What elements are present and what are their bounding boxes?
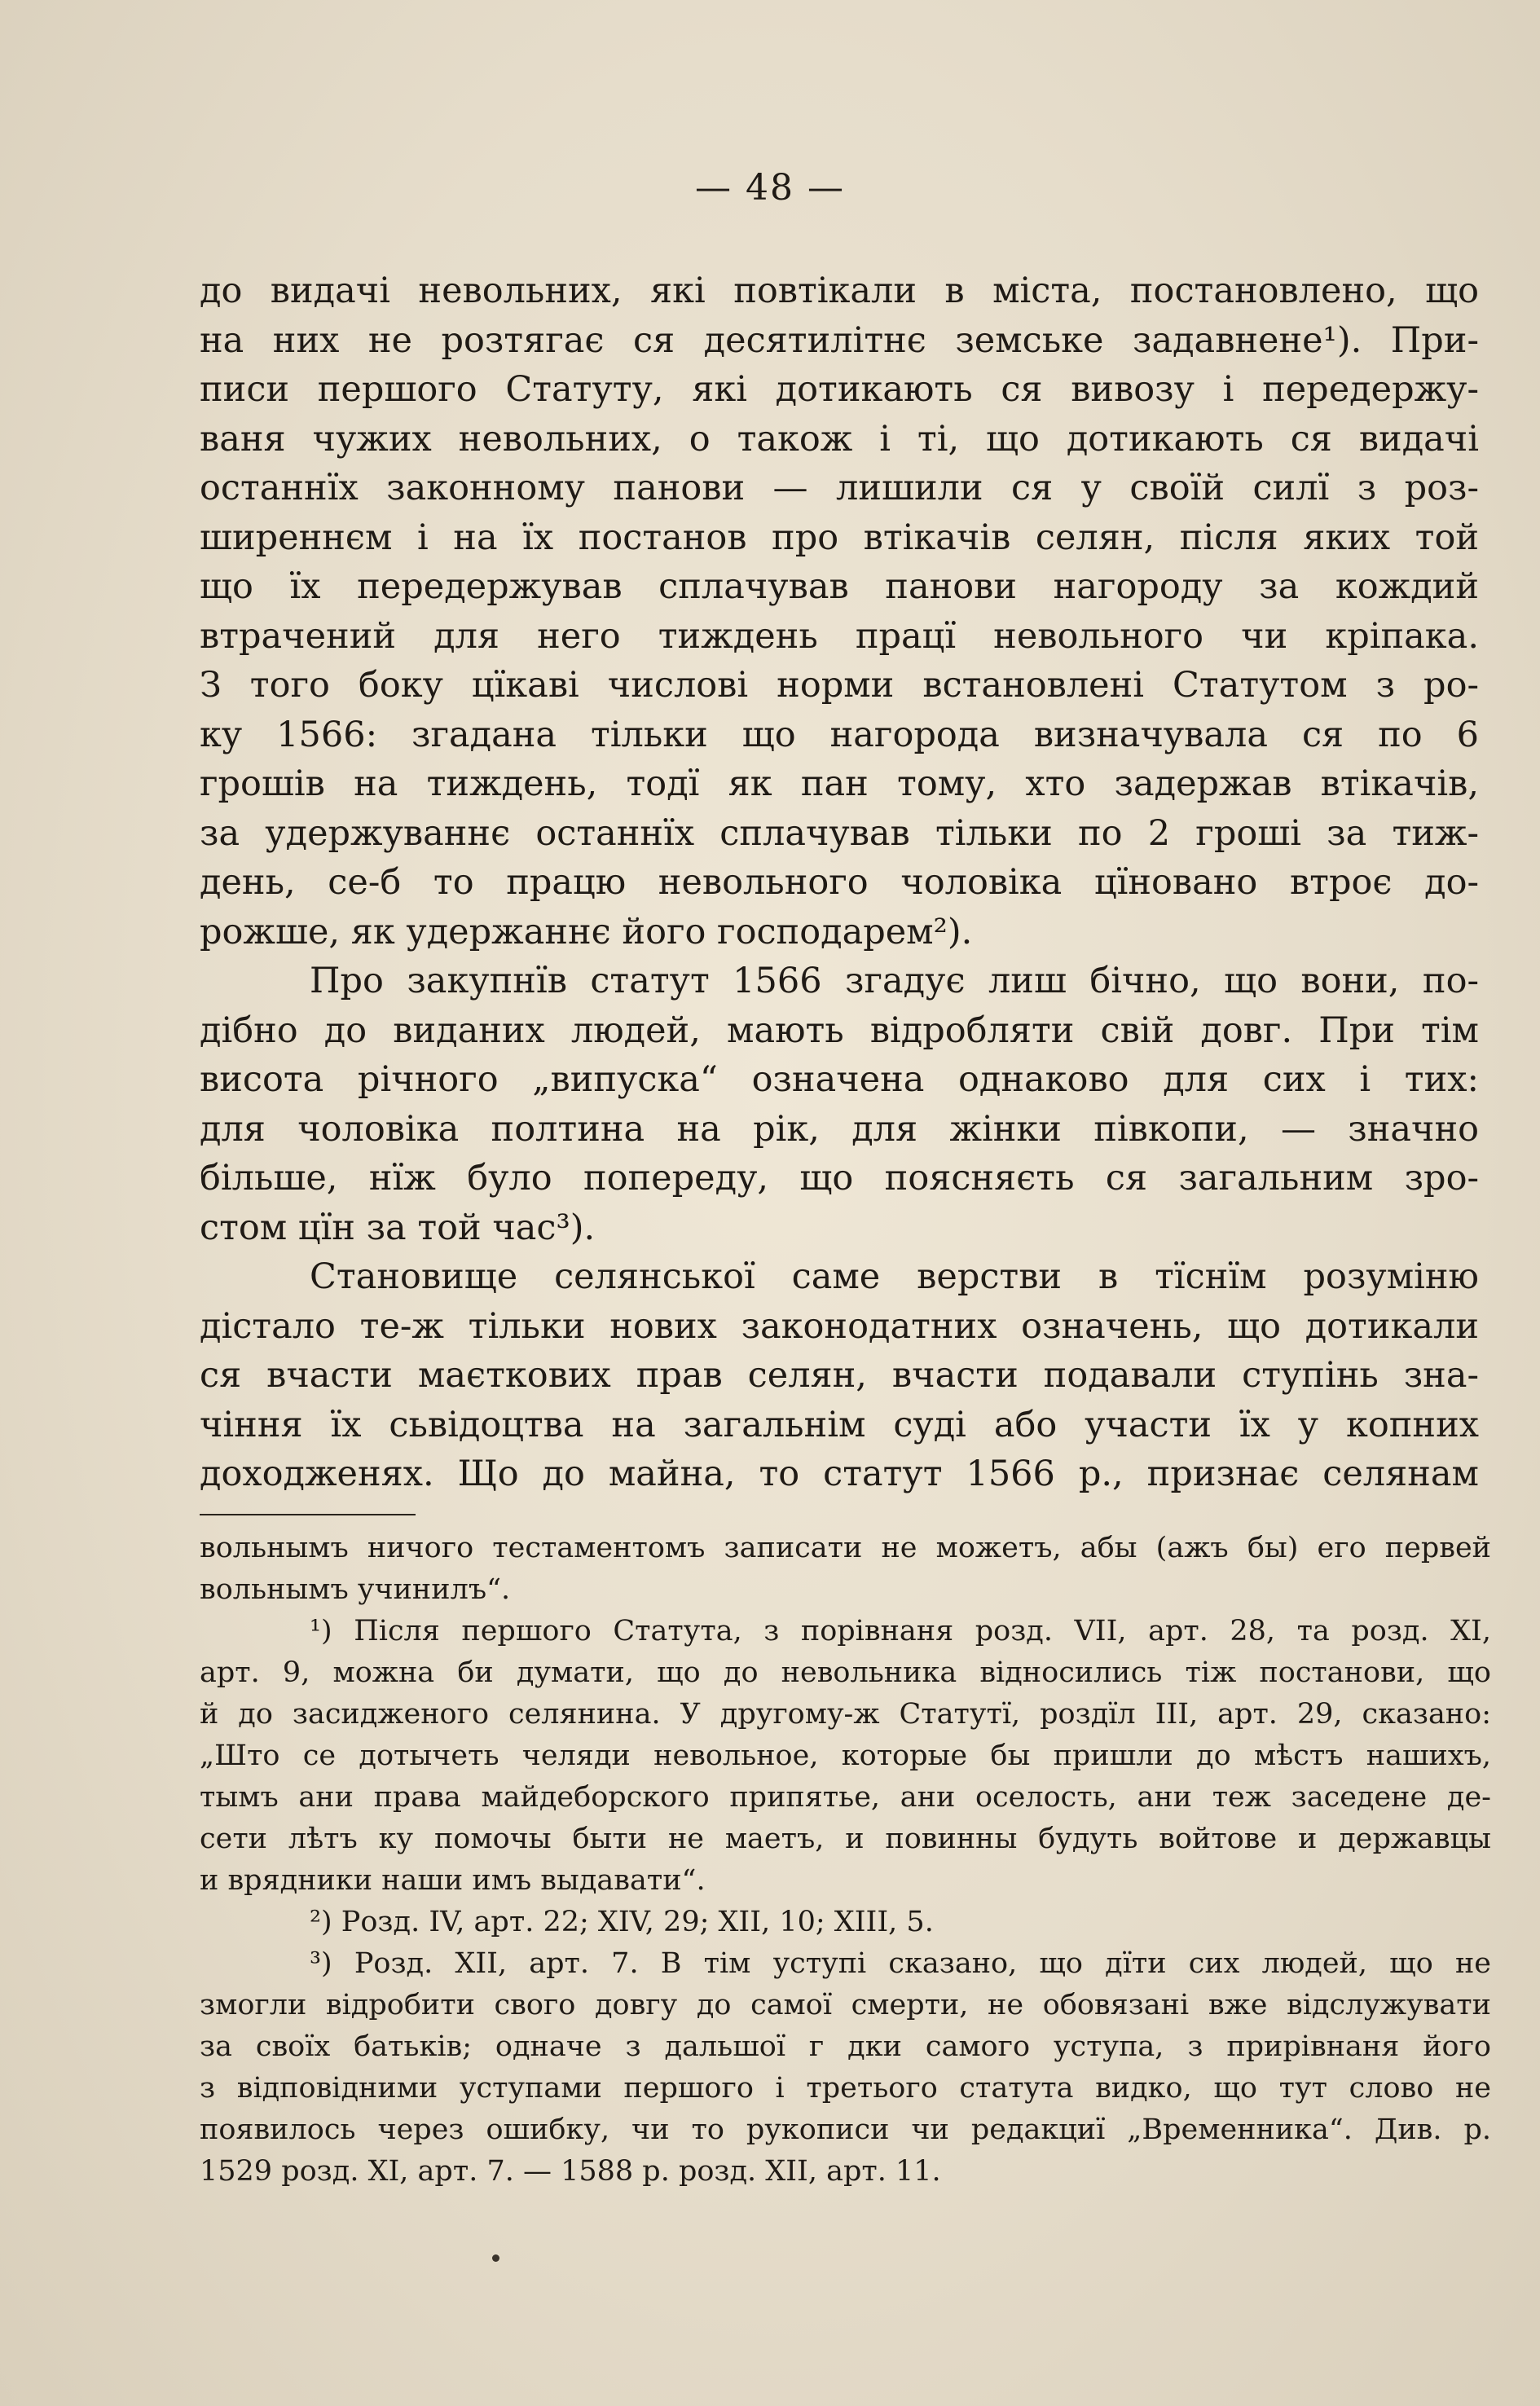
paper-speck [492, 2254, 499, 2262]
text-line: висота річного „випуска“ означена однаково для сих і тих: [200, 1059, 1479, 1100]
text-line: для чоловіка полтина на рік, для жінки півкопи, — значно [200, 1108, 1479, 1150]
text-line: втрачений для него тиждень працї невольного чи кріпака. [200, 615, 1479, 657]
text-line: рожше, як удержаннє його господарем²). [200, 911, 973, 952]
footnote-line: 1529 розд. XI, арт. 7. — 1588 р. розд. XII, арт. 11. [200, 2155, 941, 2188]
text-line: доходженях. Що до майна, то статут 1566 р., признає селянам [200, 1454, 1479, 1494]
text-line: останнїх законному панови — лишили ся у своїй силї з роз- [200, 468, 1479, 508]
footnote-line: вольнымъ учинилъ“. [200, 1573, 511, 1606]
footnote-line: змогли відробити свого довгу до самої смерти, не обовязані вже відслужувати [200, 1989, 1491, 2021]
footnote-line: тымъ ани права майдеборского припятье, ани оселость, ани теж заседене де- [200, 1781, 1491, 1814]
footnote-line: ³) Розд. XII, арт. 7. В тім уступі сказано, що дїти сих людей, що не [310, 1947, 1491, 1980]
footnotes [200, 1528, 1491, 2193]
text-line: писи першого Статуту, які дотикають ся вивозу і передержу- [200, 369, 1479, 410]
text-line: дібно до виданих людей, мають відробляти свій довг. При тім [200, 1009, 1479, 1051]
text-line: стом цїн за той час³). [200, 1207, 596, 1248]
footnote-line: ¹) Після першого Статута, з порівнаня розд. VII, арт. 28, та розд. XI, [310, 1615, 1491, 1647]
footnote-line: появилось через ошибку, чи то рукописи чи редакциї „Временника“. Див. р. [200, 2113, 1491, 2146]
footnote-line: и врядники наши имъ выдавати“. [200, 1864, 706, 1897]
text-line: до видачі невольних, які повтікали в міста, постановлено, що [200, 271, 1479, 311]
footnote-line: арт. 9, можна би думати, що до невольника відносились тіж постанови, що [200, 1656, 1491, 1689]
footnote-line: й до засидженого селянина. У другому-ж Статутї, роздїл III, арт. 29, сказано: [200, 1698, 1491, 1731]
text-line: Становище селянської саме верстви в тїснїм розуміню [310, 1256, 1479, 1297]
text-line: що їх передержував сплачував панови нагороду за кождий [200, 566, 1479, 607]
footnote-line: ²) Розд. IV, арт. 22; XIV, 29; XII, 10; XIII, 5. [310, 1906, 934, 1938]
text-line: ваня чужих невольних, о також і ті, що дотикають ся видачі [200, 418, 1479, 460]
footnote-line: за своїх батьків; одначе з дальшої г дки самого уступа, з прирівнаня його [200, 2030, 1491, 2063]
text-line: чіння їх сьвідоцтва на загальнім суді або участи їх у копних [200, 1404, 1479, 1445]
text-line: ся вчасти маєткових прав селян, вчасти подавали ступінь зна- [200, 1355, 1479, 1396]
text-line: день, се-б то працю невольного чоловіка цїновано втроє до- [200, 862, 1479, 903]
main-text [200, 266, 1479, 1499]
text-line: на них не розтягає ся десятилітнє земське задавнене¹). При- [200, 319, 1479, 361]
footnote-separator [200, 1514, 416, 1515]
text-line: ширеннєм і на їх постанов про втікачів селян, після яких той [200, 517, 1479, 558]
text-line: дістало те-ж тільки нових законодатних означень, що дотикали [200, 1305, 1479, 1347]
footnote-line: вольнымъ ничого тестаментомъ записати не можетъ, абы (ажъ бы) его первей [200, 1532, 1491, 1564]
text-line: ку 1566: згадана тільки що нагорода визначувала ся по 6 [200, 714, 1479, 755]
text-line: більше, нїж було попереду, що поясняєть ся загальним зро- [200, 1158, 1479, 1199]
text-line: З того боку цїкаві числові норми встановлені Статутом з ро- [200, 665, 1479, 706]
text-line: Про закупнїв статут 1566 згадує лиш бічно, що вони, по- [310, 961, 1479, 1001]
text-line: за удержуваннє останнїх сплачував тільки по 2 гроші за тиж- [200, 812, 1479, 854]
text-line: грошів на тиждень, тодї як пан тому, хто задержав втікачів, [200, 763, 1479, 804]
page-number: — 48 — [695, 167, 845, 209]
footnote-line: „Што се дотычеть челяди невольное, которые бы пришли до мѣстъ нашихъ, [200, 1740, 1491, 1772]
footnote-line: сети лѣтъ ку помочы быти не маетъ, и повинны будуть войтове и державцы [200, 1823, 1491, 1855]
footnote-line: з відповідними уступами першого і третього статута видко, що тут слово не [200, 2072, 1491, 2105]
